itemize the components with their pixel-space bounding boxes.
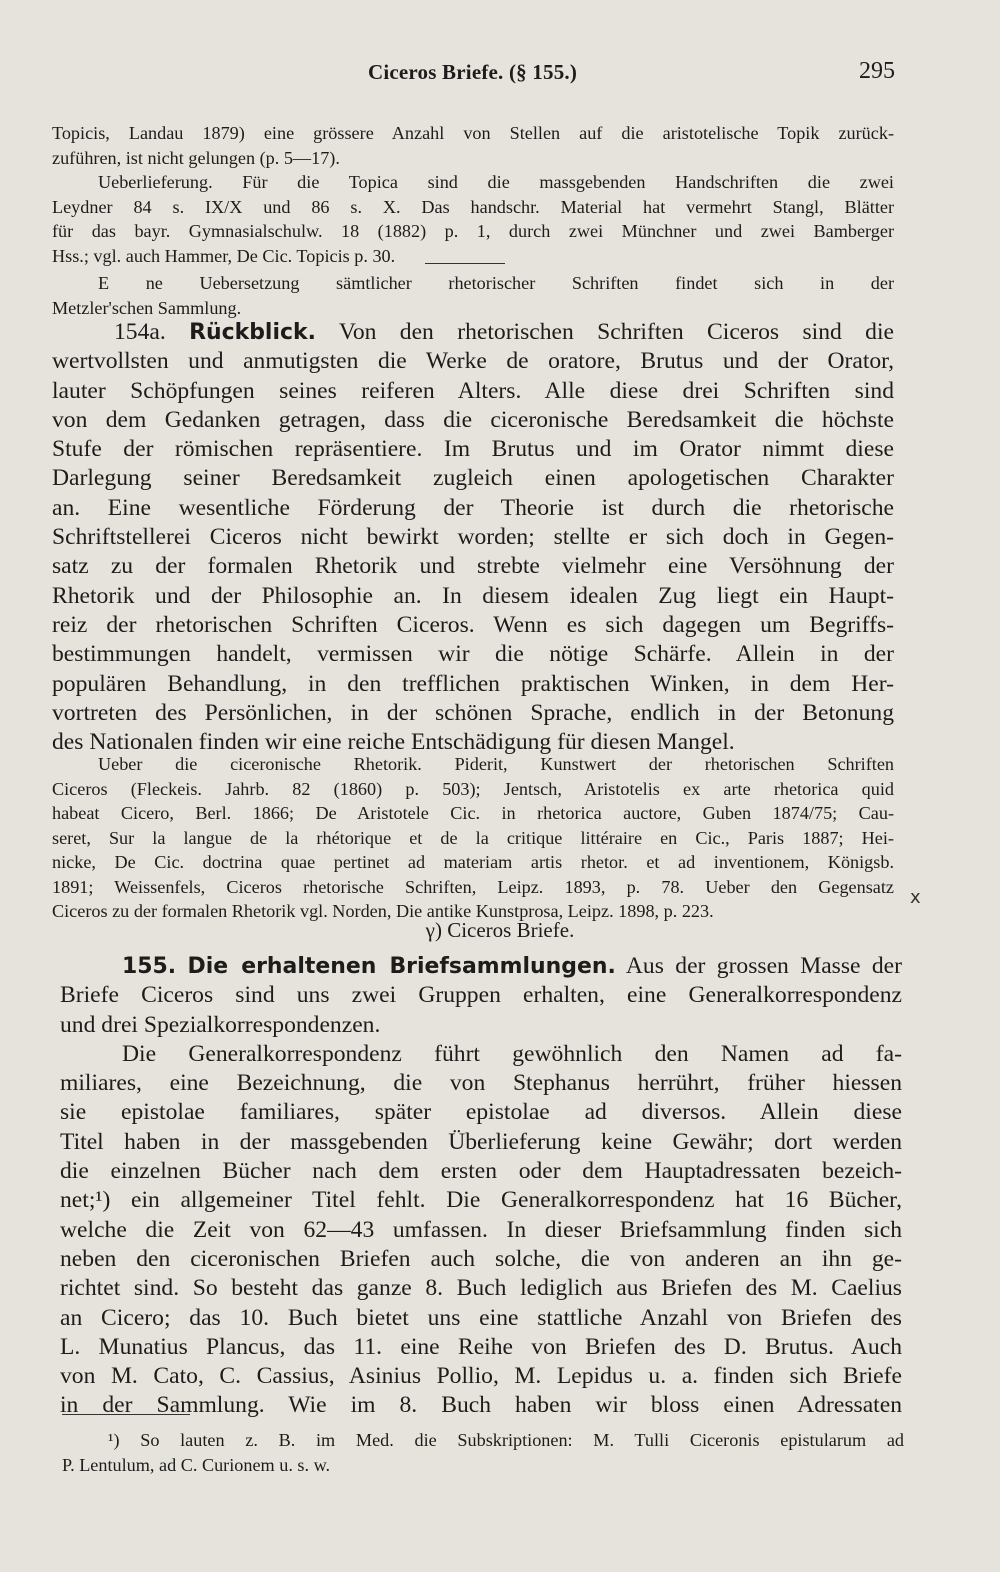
text-line: Hss.; vgl. auch Hammer, De Cic. Topicis p. 30.: [52, 245, 396, 266]
text-line: E ne Uebersetzung sämtlicher rhetorischer Schriften findet sich in der: [98, 273, 894, 293]
text-line: in der Sammlung. Wie im 8. Buch haben wir bloss einen Adressaten: [60, 1392, 902, 1419]
text-line: net;¹) ein allgemeiner Titel fehlt. Die Generalkorrespondenz hat 16 Bücher,: [60, 1187, 902, 1214]
text-line: L. Munatius Plancus, das 11. eine Reihe von Briefen des D. Brutus. Auch: [60, 1333, 902, 1360]
text-line: habeat Cicero, Berl. 1866; De Aristotele Cic. in rhetorica auctore, Guben 1874/75; Cau-: [52, 803, 894, 823]
text-line: zuführen, ist nicht gelungen (p. 5—17).: [52, 147, 340, 168]
text-line: P. Lentulum, ad C. Curionem u. s. w.: [62, 1454, 331, 1475]
text-line: Ueber die ciceronische Rhetorik. Piderit, Kunstwert der rhetorischen Schriften: [98, 754, 894, 774]
text-line: Ueberlieferung. Für die Topica sind die massgebenden Handschriften die zwei: [98, 172, 894, 192]
running-title: Ciceros Briefe. (§ 155.): [367, 60, 578, 84]
text-line: Schriftstellerei Ciceros nicht bewirkt worden; stellte er sich doch in Gegen-: [52, 524, 894, 551]
chapter-subheading: γ) Ciceros Briefe.: [425, 918, 575, 942]
text-line: welche die Zeit von 62—43 umfassen. In dieser Briefsammlung finden sich: [60, 1216, 902, 1243]
text-line: Ciceros zu der formalen Rhetorik vgl. Norden, Die antike Kunstprosa, Leipz. 1898, p. 223.: [52, 901, 714, 921]
footnote: [62, 1428, 904, 1477]
text-line: satz zu der formalen Rhetorik und strebte vielmehr eine Versöhnung der: [52, 553, 894, 580]
separator-rule: [425, 263, 505, 264]
text-line: seret, Sur la langue de la rhétorique et de la critique littéraire en Cic., Paris 1887; Hei-: [52, 827, 894, 848]
section-heading: Die erhaltenen Briefsammlungen.: [187, 954, 616, 979]
text-line: lauter Schöpfungen seines reiferen Alters. Alle diese drei Schriften sind: [52, 377, 894, 404]
footnote-rule: [62, 1414, 190, 1415]
text-line: Leydner 84 s. IX/X und 86 s. X. Das handschr. Material hat vermehrt Stangl, Blätter: [52, 196, 894, 217]
text-line: für das bayr. Gymnasialschulw. 18 (1882) p. 1, durch zwei Münchner und zwei Bamberger: [52, 221, 894, 241]
text-line: und drei Spezialkorrespondenzen.: [60, 1011, 381, 1038]
section-number: 155.: [122, 954, 177, 979]
text-line: von M. Cato, C. Cassius, Asinius Pollio, M. Lepidus u. a. finden sich Briefe: [60, 1363, 902, 1390]
text-line: die einzelnen Bücher nach dem ersten oder dem Hauptadressaten bezeich-: [60, 1158, 902, 1185]
text-line: reiz der rhetorischen Schriften Ciceros. Wenn es sich dagegen um Begriffs-: [52, 611, 894, 638]
section-155: [60, 952, 902, 1421]
text-line: sie epistolae familiares, später epistolae ad diversos. Allein diese: [60, 1099, 902, 1126]
page-number: 295: [859, 58, 895, 84]
text-line: wertvollsten und anmutigsten die Werke de oratore, Brutus und der Orator,: [52, 348, 894, 375]
text-line: Stufe der römischen repräsentiere. Im Brutus und im Orator nimmt diese: [52, 436, 894, 463]
text-line: von dem Gedanken getragen, dass die ciceronische Beredsamkeit die höchste: [52, 406, 894, 433]
translation-note: [52, 271, 894, 320]
page-header: [50, 60, 895, 94]
text-line: Titel haben in der massgebenden Überlieferung keine Gewähr; dort werden: [60, 1128, 902, 1155]
text-line: Von den rhetorischen Schriften Ciceros sind die: [338, 319, 894, 345]
text-line: Briefe Ciceros sind uns zwei Gruppen erhalten, eine Generalkorrespondenz: [60, 982, 902, 1009]
text-line: Darlegung seiner Beredsamkeit zugleich einen apologetischen Charakter: [52, 465, 894, 492]
text-line: Die Generalkorrespondenz führt gewöhnlich den Namen ad fa-: [122, 1040, 902, 1067]
text-line: nicke, De Cic. doctrina quae pertinet ad materiam artis rhetor. et ad inventionem, Königsb.: [52, 852, 894, 872]
text-line: an Cicero; das 10. Buch bietet uns eine stattliche Anzahl von Briefen des: [60, 1304, 902, 1331]
text-line: richtet sind. So besteht das ganze 8. Buch lediglich aus Briefen des M. Caelius: [60, 1275, 902, 1302]
text-line: an. Eine wesentliche Förderung der Theorie ist durch die rhetorische: [52, 494, 894, 521]
text-line: miliares, eine Bezeichnung, die von Stephanus herrührt, früher hiessen: [60, 1070, 902, 1097]
topica-notes: [52, 121, 894, 268]
section-154a: [52, 318, 894, 757]
text-line: Metzler'schen Sammlung.: [52, 297, 242, 318]
text-line: Topicis, Landau 1879) eine grössere Anzahl von Stellen auf die aristotelische Topik zurück-: [52, 123, 894, 143]
section-heading: Rückblick.: [189, 320, 316, 345]
text-line: 1891; Weissenfels, Ciceros rhetorische Schriften, Leipz. 1893, p. 78. Ueber den Gegensatz: [52, 876, 894, 897]
text-line: des Nationalen finden wir eine reiche Entschädigung für diesen Mangel.: [52, 729, 735, 756]
rhetoric-bibliography: [52, 752, 894, 924]
margin-mark: x: [910, 887, 921, 908]
text-line: Aus der grossen Masse der: [625, 953, 902, 979]
text-line: Rhetorik und der Philosophie an. In diesem idealen Zug liegt ein Haupt-: [52, 582, 894, 609]
text-line: Ciceros (Fleckeis. Jahrb. 82 (1860) p. 503); Jentsch, Aristotelis ex arte rhetorica quid: [52, 778, 894, 799]
text-line: populären Behandlung, in den trefflichen praktischen Winken, in dem Her-: [52, 670, 894, 697]
section-number: 154a.: [114, 319, 166, 345]
text-line: ¹) So lauten z. B. im Med. die Subskriptionen: M. Tulli Ciceronis epistularum ad: [108, 1430, 904, 1450]
text-line: neben den ciceronischen Briefen auch solche, die von anderen an ihn ge-: [60, 1245, 902, 1272]
text-line: bestimmungen handelt, vermissen wir die nötige Schärfe. Allein in der: [52, 641, 894, 668]
text-line: vortreten des Persönlichen, in der schönen Sprache, endlich in der Betonung: [52, 699, 894, 726]
